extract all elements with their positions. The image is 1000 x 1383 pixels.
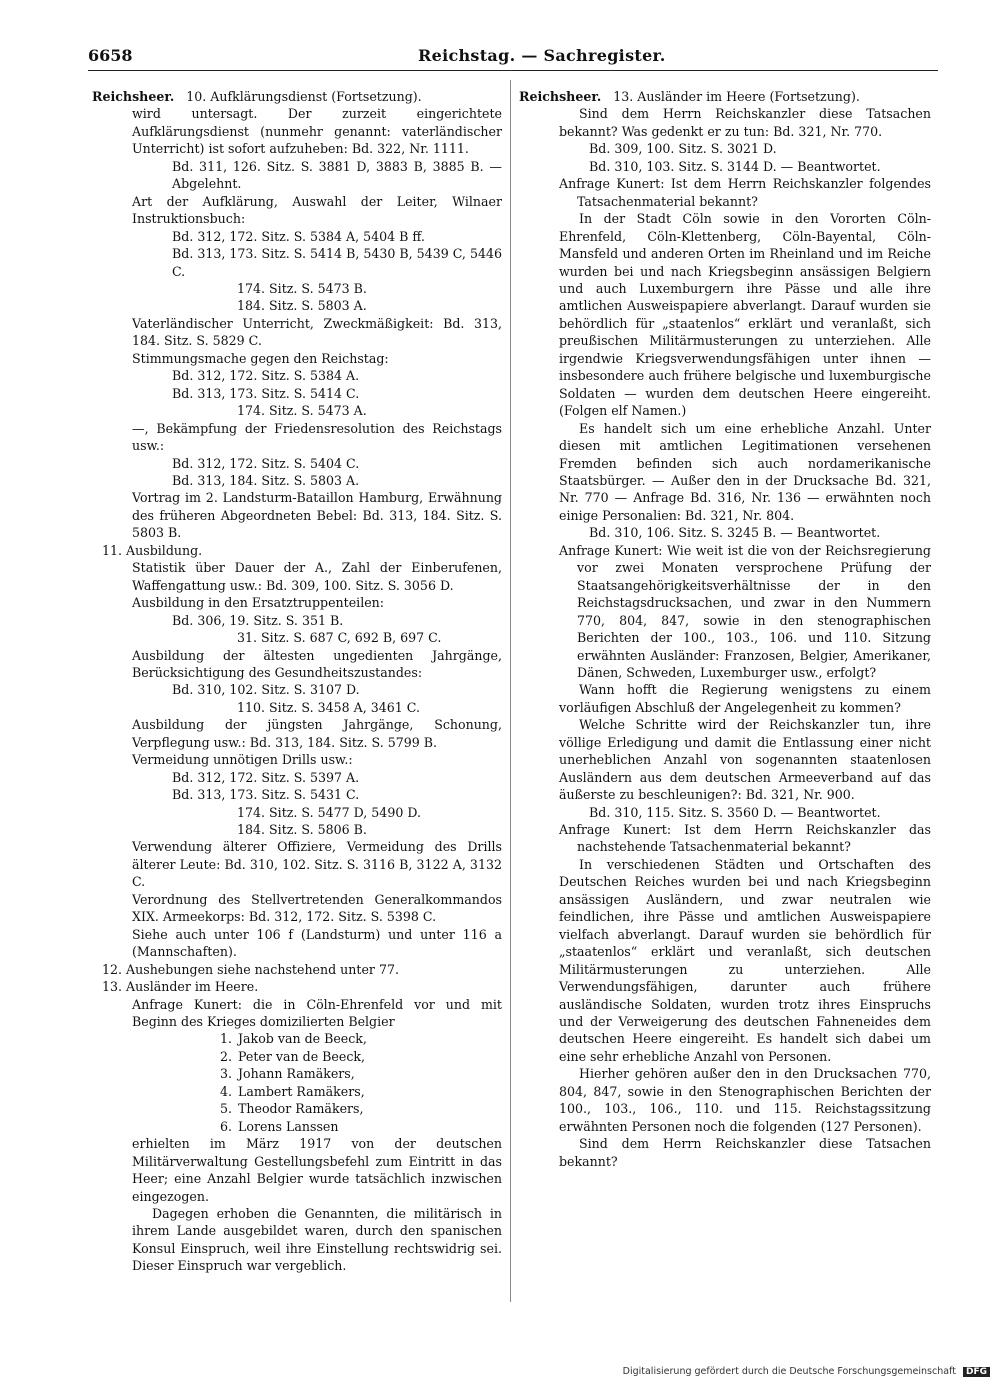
entry-line: Vaterländischer Unterricht, Zweckmäßigkeit: Bd. 313, 184. Sitz. S. 5829 C. [132,315,502,349]
left-heading-text: 10. Aufklärungsdienst (Fortsetzung). [186,89,422,104]
entry-line: In verschiedenen Städten und Ortschaften des Deutschen Reiches wurden bei und nach Kriegsbeginn ansässigen Ausländern, und zwar neutralen wie feindlichen, ihre Pässe und amtlichen Ausweispapiere vielfach abverlangt. Darauf wurden sie behördlich für „staatenlos“ erklärt und veranlaßt, sich deutschen Militärmusterungen zu unterziehen. Alle Verwendungsfähigen, darunter auch frühere ausländische Soldaten, wurden trotz ihres Einspruchs und der Verweigerung des deutschen Fahneneides dem deutschen Heere eingereiht. Es handelt sich dabei um eine sehr erhebliche Anzahl von Personen. [559,856,931,1064]
entry-line: Bd. 309, 100. Sitz. S. 3021 D. [589,141,777,157]
entry-line: Bd. 311, 126. Sitz. S. 3881 D, 3883 B, 3885 B. — Abgelehnt. [172,158,502,192]
entry-line: Bd. 312, 172. Sitz. S. 5404 C. [172,455,360,471]
entry-line: wird untersagt. Der zurzeit eingerichtete Aufklärungsdienst (nunmehr genannt: vaterländischer Unterricht) ist sofort aufzuheben: Bd. 322, Nr. 1111. [132,106,502,157]
list-name: Theodor Ramäkers, [238,1101,364,1117]
list-name: Lorens Lanssen [238,1118,339,1134]
column-divider [510,80,511,1302]
entry-line: Bd. 310, 102. Sitz. S. 3107 D. [172,682,360,698]
section-heading: 11. Ausbildung. [102,542,203,558]
entry-line: Hierher gehören außer den in den Drucksachen 770, 804, 847, sowie in den Stenographischen Berichten der 100., 103., 106., 110. und 115. Reichstagssitzung erwähnten Personen noch die folgenden (127 Personen). [559,1066,931,1134]
entry-line: Ausbildung der ältesten ungedienten Jahrgänge, Berücksichtigung des Gesundheitszustandes: [132,647,502,680]
entry-line: Anfrage Kunert: Ist dem Herrn Reichskanzler das nachstehende Tatsachenmaterial bekannt? [559,822,931,855]
entry-line: Vortrag im 2. Landsturm-Bataillon Hamburg, Erwähnung des früheren Abgeordneten Bebel: Bd. 313, 184. Sitz. S. 5803 B. [132,490,502,541]
entry-line: Verordnung des Stellvertretenden Generalkommandos XIX. Armeekorps: Bd. 312, 172. Sitz. S. 5398 C. [132,891,502,925]
entry-line: Bd. 313, 173. Sitz. S. 5431 C. [172,787,360,803]
list-number: 4. [219,1083,232,1099]
entry-line: Vermeidung unnötigen Drills usw.: [132,752,353,768]
entry-line: Bd. 306, 19. Sitz. S. 351 B. [172,612,344,628]
left-heading [92,88,502,105]
right-heading-text: 13. Ausländer im Heere (Fortsetzung). [613,89,860,104]
header-rule [88,70,938,71]
list-item [92,1048,502,1065]
list-name: Johann Ramäkers, [238,1066,355,1082]
list-number: 6. [219,1118,232,1134]
entry-line: Bd. 313, 184. Sitz. S. 5803 A. [172,472,360,488]
page-title: Reichstag. — Sachregister. [418,46,666,65]
list-item [92,1083,502,1100]
list-name: Jakob van de Beeck, [238,1031,367,1047]
entry-line: Sind dem Herrn Reichskanzler diese Tatsachen bekannt? Was gedenkt er zu tun: Bd. 321, Nr. 770. [559,106,931,139]
list-item [92,1118,502,1135]
entry-line: 174. Sitz. S. 5477 D, 5490 D. [237,804,421,820]
names-list [92,1030,502,1135]
entry-line: 110. Sitz. S. 3458 A, 3461 C. [237,699,420,715]
section-heading: 13. Ausländer im Heere. [102,979,259,995]
entry-line: Bd. 312, 172. Sitz. S. 5384 A, 5404 B ff. [172,228,425,244]
dfg-logo: DFG [963,1367,990,1377]
list-number: 5. [219,1101,232,1117]
right-column [519,88,931,1170]
entry-line: erhielten im März 1917 von der deutschen Militärverwaltung Gestellungsbefehl zum Eintritt in das Heer; eine Anzahl Belgier wurde tatsächlich inzwischen eingezogen. [132,1136,502,1204]
entry-line: —, Bekämpfung der Friedensresolution des Reichstags usw.: [132,420,502,454]
list-name: Peter van de Beeck, [238,1048,366,1064]
entry-line: Bd. 312, 172. Sitz. S. 5397 A. [172,769,360,785]
list-item [92,1065,502,1082]
entry-line: Es handelt sich um eine erhebliche Anzahl. Unter diesen mit amtlichen Legitimationen versehenen Fremden befinden sich auch nordamerikanische Staatsbürger. — Außer den in der Drucksache Bd. 321, Nr. 770 — Anfrage Bd. 316, Nr. 136 — erwähnten noch einige Personalien: Bd. 321, Nr. 804. [559,420,931,523]
footer [600,1366,990,1380]
list-item [92,1100,502,1117]
left-column [92,88,502,1275]
entry-line: Stimmungsmache gegen den Reichstag: [132,350,389,366]
entry-line: Bd. 310, 103. Sitz. S. 3144 D. — Beantwortet. [589,158,881,174]
entry-line: Sind dem Herrn Reichskanzler diese Tatsachen bekannt? [559,1136,931,1169]
entry-line: 184. Sitz. S. 5806 B. [237,822,367,838]
entry-line: Siehe auch unter 106 f (Landsturm) und unter 116 a (Mannschaften). [132,926,502,960]
page-header [88,46,938,72]
list-number: 1. [219,1031,232,1047]
entry-line: In der Stadt Cöln sowie in den Vororten Cöln-Ehrenfeld, Cöln-Klettenberg, Cöln-Bayental, Cöln-Mansfeld und anderen Orten im Rheinland und im Reiche wurden bei und nach Kriegsbeginn ansässigen Belgiern und auch Luxemburgern ihre Pässe und alle ihre amtlichen Ausweispapiere abverlangt. Darauf wurden sie behördlich für „staatenlos“ erklärt und veranlaßt, sich preußischen Militärmusterungen zu unterziehen. Alle irgendwie Kriegsverwendungsfähigen unter ihnen — insbesondere auch frühere belgische und luxemburgische Soldaten — wurden dem deutschen Heere eingereiht. (Folgen elf Namen.) [559,211,931,419]
entry-line: Verwendung älterer Offiziere, Vermeidung des Drills älterer Leute: Bd. 310, 102. Sitz. S. 3116 B, 3122 A, 3132 C. [132,839,502,890]
list-number: 3. [219,1066,232,1082]
entry-line: Art der Aufklärung, Auswahl der Leiter, Wilnaer Instruktionsbuch: [132,193,502,227]
entry-line: Wann hofft die Regierung wenigstens zu einem vorläufigen Abschluß der Angelegenheit zu kommen? [559,682,931,715]
entry-line: Bd. 312, 172. Sitz. S. 5384 A. [172,368,360,384]
entry-line: Welche Schritte wird der Reichskanzler tun, ihre völlige Erledigung und damit die Entlassung einer nicht unerheblichen Anzahl von sogenannten staatenlosen Ausländern aus dem deutschen Armeeverband auf das äußerste zu beschleunigen?: Bd. 321, Nr. 900. [559,717,931,803]
list-name: Lambert Ramäkers, [238,1083,365,1099]
entry-line: Bd. 310, 106. Sitz. S. 3245 B. — Beantwortet. [589,525,881,541]
list-item [92,1030,502,1047]
page-number: 6658 [88,46,133,65]
right-heading-label: Reichsheer. [519,89,602,104]
entry-line: Bd. 313, 173. Sitz. S. 5414 C. [172,385,360,401]
list-number: 2. [219,1048,232,1064]
entry-line: Ausbildung in den Ersatztruppenteilen: [132,595,385,611]
entry-line: Bd. 313, 173. Sitz. S. 5414 B, 5430 B, 5439 C, 5446 C. [172,246,502,279]
section-heading: 12. Aushebungen siehe nachstehend unter 77. [102,961,399,977]
entry-line: Ausbildung der jüngsten Jahrgänge, Schonung, Verpflegung usw.: Bd. 313, 184. Sitz. S. 5799 B. [132,717,502,750]
right-heading [519,88,931,105]
entry-line: 31. Sitz. S. 687 C, 692 B, 697 C. [237,630,442,646]
left-heading-label: Reichsheer. [92,89,175,104]
entry-line: Bd. 310, 115. Sitz. S. 3560 D. — Beantwortet. [589,804,881,820]
entry-line: 184. Sitz. S. 5803 A. [237,298,367,314]
entry-line: Anfrage Kunert: die in Cöln-Ehrenfeld vor und mit Beginn des Krieges domizilierten Belgier [132,996,502,1030]
entry-line: 174. Sitz. S. 5473 B. [237,280,367,296]
entry-line: Dagegen erhoben die Genannten, die militärisch in ihrem Lande ausgebildet waren, durch den spanischen Konsul Einspruch, weil ihre Einstellung rechtswidrig sei. Dieser Einspruch war vergeblich. [132,1206,502,1274]
entry-line: Anfrage Kunert: Ist dem Herrn Reichskanzler folgendes Tatsachenmaterial bekannt? [559,176,931,209]
entry-line: Anfrage Kunert: Wie weit ist die von der Reichsregierung vor zwei Monaten versprochene Prüfung der Staatsangehörigkeitsverhältnisse der in den Reichstagsdrucksachen, und zwar in den Nummern 770, 804, 847, sowie in den stenographischen Berichten der 100., 103., 106. und 110. Sitzung erwähnten Ausländer: Franzosen, Belgier, Amerikaner, Dänen, Schweden, Luxemburger usw., erfolgt? [559,542,931,680]
entry-line: 174. Sitz. S. 5473 A. [237,403,367,419]
footer-text: Digitalisierung gefördert durch die Deutsche Forschungsgemeinschaft [622,1366,956,1377]
entry-line: Statistik über Dauer der A., Zahl der Einberufenen, Waffengattung usw.: Bd. 309, 100. Sitz. S. 3056 D. [132,560,502,593]
